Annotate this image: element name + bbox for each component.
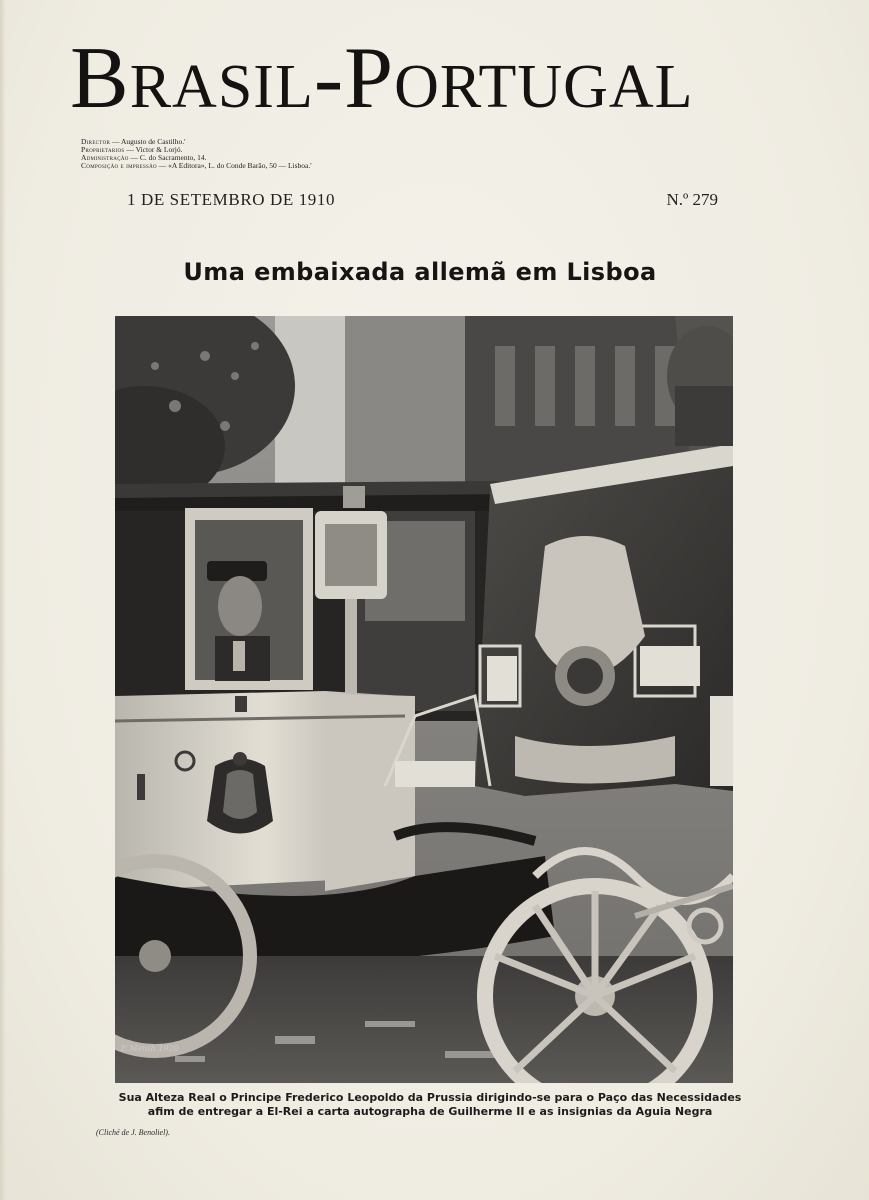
- carriage-photo-illustration: [115, 316, 733, 1083]
- caption-line-2: afim de entregar a El-Rei a carta autographa de Guilherme II e as insignias da Aguia Negra: [147, 1105, 713, 1118]
- publication-credits: [81, 138, 481, 170]
- masthead-title: Brasil-Portugal: [70, 30, 694, 127]
- credit-composicao: Composição e impressão — «A Editora», L. do Conde Barão, 50 — Lisboa.': [81, 161, 312, 170]
- photographer-signature: E.Menth.1920: [121, 1044, 179, 1053]
- article-headline: Uma embaixada allemã em Lisboa: [183, 258, 657, 286]
- credit-proprietarios: Proprietarios — Victor & Lorjó.: [81, 145, 183, 154]
- carriage-photograph: [115, 316, 733, 1083]
- page-edge-shadow: [0, 0, 6, 1200]
- credit-administracao: Administração — C. do Sacramento, 14.: [81, 153, 207, 162]
- photo-credit: (Cliché de J. Benoliel).: [96, 1128, 170, 1137]
- issue-date: 1 DE SETEMBRO DE 1910: [127, 190, 336, 209]
- issue-number: N.º 279: [666, 190, 718, 209]
- credit-director: Director — Augusto de Castilho.': [81, 137, 186, 146]
- photo-caption: [90, 1091, 770, 1119]
- caption-line-1: Sua Alteza Real o Principe Frederico Leopoldo da Prussia dirigindo-se para o Paço das Necessidades: [118, 1091, 742, 1104]
